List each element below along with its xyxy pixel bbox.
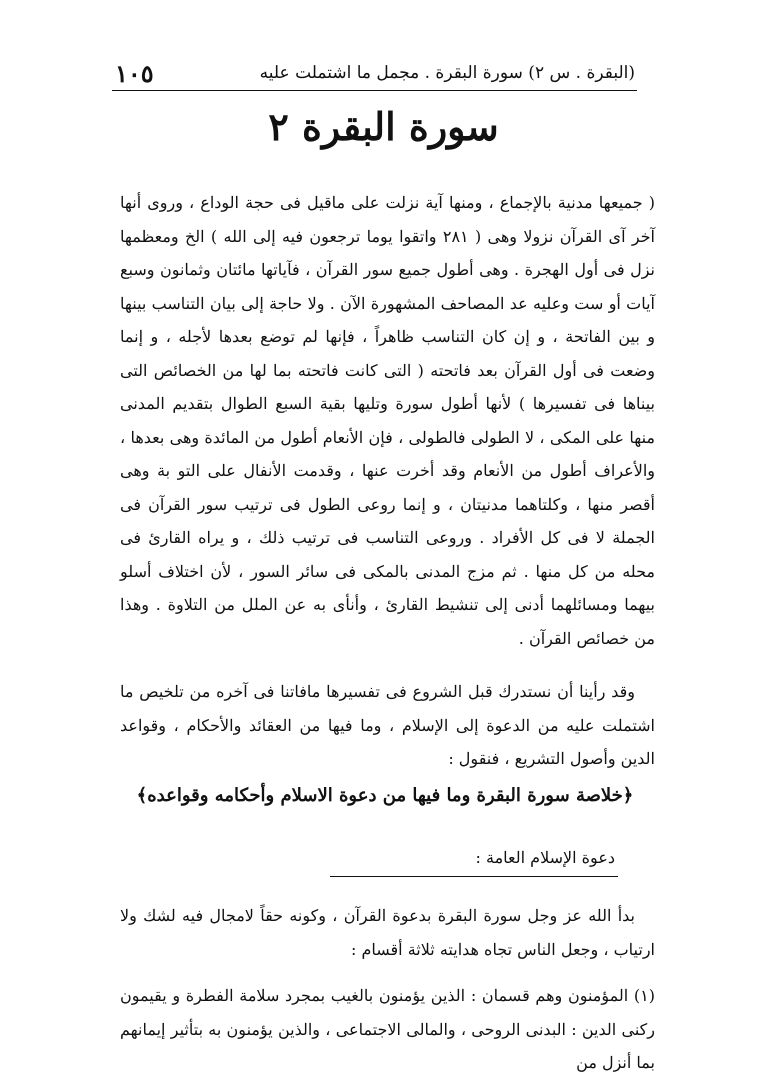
- note-paragraph: وقد رأينا أن نستدرك قبل الشروع فى تفسيرها مافاتنا فى آخره من تلخيص ما اشتملت عليه من الدعوة إلى الإسلام ، وما فيها من العقائد والأحكام ، وقواعد الدين وأصول التشريع ، فنقول :: [120, 682, 655, 768]
- call-paragraph: بدأ الله عز وجل سورة البقرة بدعوة القرآن ، وكونه حقاً لامجال فيه لشك ولا ارتياب ، وجعل الناس تجاه هدايته ثلاثة أقسام :: [120, 906, 655, 959]
- header-rule: [112, 90, 637, 91]
- section-subheading: دعوة الإسلام العامة :: [475, 848, 615, 867]
- intro-paragraph: ( جميعها مدنية بالإجماع ، ومنها آية نزلت على ماقيل فى حجة الوداع ، وروى أنها آخر آى القرآن نزولا وهى ( ٢٨١ واتقوا يوما ترجعون فيه إلى الله ) الخ ومعظمها نزل فى أول الهجرة . وهى أطول جميع سور القرآن ، فآياتها مائتان وثمانون وسبع آيات أو ست وعليه عد المصاحف المشهورة الآن . ولا حاجة إلى بيان التناسب بينها و بين الفاتحة ، و إن كان التناسب ظاهراً ، فإنها لم توضع بعدها لأجله ، و إنما وضعت فى أول القرآن بعد فاتحته ( التى كانت فاتحته بما لها من الخصائص التى بيناها فى تفسيرها ) لأنها أطول سورة وتليها بقية السبع الطوال بتقديم المدنى منها على المكى ، لا الطولى فالطولى ، فإن الأنعام أطول من المائدة وهى بعدها ، والأعراف أطول من الأنعام وقد أخرت عنها ، وقدمت الأنفال على التو بة وهى أقصر منها ، وكلتاهما مدنيتان ، و إنما روعى الطول فى ترتيب سور القرآن فى الجملة لا فى كل الأفراد . وروعى التناسب فى ترتيب ذلك ، و يراه القارئ فى محله من كل منها . ثم مزج المدنى بالمكى فى سائر السور ، لأن اختلاف أسلو بيهما ومسائلهما أدنى إلى تنشيط القارئ ، وأنأى به عن الملل من التلاوة . وهذا من خصائص القرآن .: [120, 193, 656, 648]
- running-header: [115, 58, 635, 88]
- section-rule: [330, 876, 618, 877]
- summary-heading: ﴿خلاصة سورة البقرة وما فيها من دعوة الاسلام وأحكامه وقواعده﴾: [136, 785, 634, 806]
- surah-title: سورة البقرة ٢: [268, 104, 499, 149]
- believers-paragraph: (١) المؤمنون وهم قسمان : الذين يؤمنون بالغيب بمجرد سلامة الفطرة و يقيمون ركنى الدين : البدنى الروحى ، والمالى الاجتماعى ، والذين يؤمنون به بتأثير إيمانهم بما أنزل من: [120, 986, 655, 1072]
- running-title: (البقرة . س ٢) سورة البقرة . مجمل ما اشتملت عليه: [259, 63, 635, 83]
- page-number: ١٠٥: [115, 58, 154, 88]
